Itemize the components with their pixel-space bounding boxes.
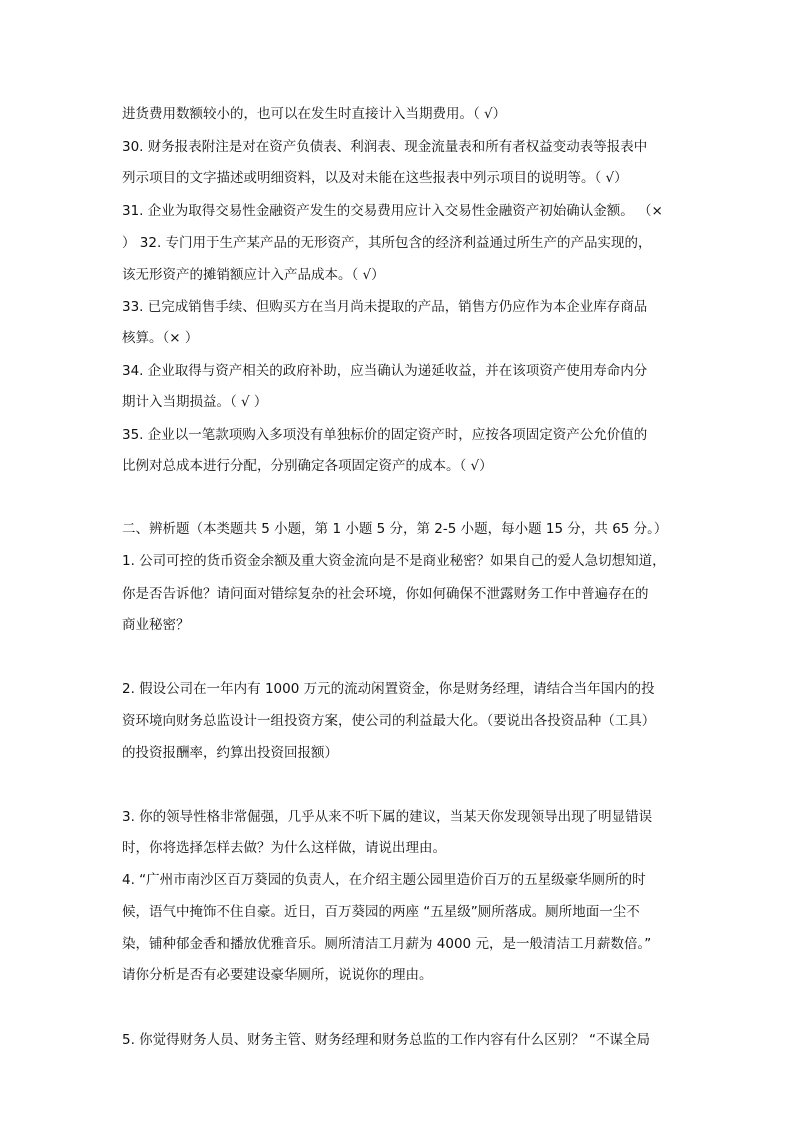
text-line: 4. “广州市南沙区百万葵园的负责人，在介绍主题公园里造价百万的五星级豪华厕所的时: [122, 872, 646, 888]
text-line: 候，语气中掩饰不住自豪。近日，百万葵园的两座 “五星级”厕所落成。厕所地面一尘不: [122, 904, 640, 920]
text-line: 的投资报酬率，约算出投资回报额）: [122, 745, 338, 761]
text-line: 3. 你的领导性格非常倔强，几乎从来不听下属的建议，当某天你发现领导出现了明显错误: [122, 809, 653, 825]
text-line: 1. 公司可控的货币资金余额及重大资金流向是不是商业秘密？如果自己的爱人急切想知道，: [122, 553, 666, 569]
text-line: 染，铺种郁金香和播放优雅音乐。厕所清洁工月薪为 4000 元，是一般清洁工月薪数倍。”: [122, 936, 652, 952]
text-line: 2. 假设公司在一年内有 1000 万元的流动闲置资金，你是财务经理，请结合当年国内的投: [122, 681, 655, 697]
text-line: 31. 企业为取得交易性金融资产发生的交易费用应计入交易性金融资产初始确认金额。 （×: [122, 203, 663, 219]
text-line: 列示项目的文字描述或明细资料，以及对未能在这些报表中列示项目的说明等。（ √）: [122, 170, 628, 186]
text-line: 进货费用数额较小的，也可以在发生时直接计入当期费用。（ √）: [122, 106, 507, 122]
text-line: 30. 财务报表附注是对在资产负债表、利润表、现金流量表和所有者权益变动表等报表中: [122, 139, 648, 155]
text-line: 时，你将选择怎样去做？为什么这样做，请说出理由。: [122, 840, 446, 856]
text-line: 请你分析是否有必要建设豪华厕所，说说你的理由。: [122, 967, 433, 983]
text-line: 比例对总成本进行分配，分别确定各项固定资产的成本。（ √）: [122, 458, 493, 474]
text-line: 核算。（× ）: [122, 330, 199, 346]
text-line: 33. 已完成销售手续、但购买方在当月尚未提取的产品，销售方仍应作为本企业库存商品: [122, 299, 648, 315]
text-line: 期计入当期损益。（ √ ）: [122, 394, 268, 410]
text-line: 5. 你觉得财务人员、财务主管、财务经理和财务总监的工作内容有什么区别？ “不谋全局: [122, 1032, 650, 1048]
text-line: 该无形资产的摊销额应计入产品成本。（ √）: [122, 267, 385, 283]
text-line: 你是否告诉他？请问面对错综复杂的社会环境，你如何确保不泄露财务工作中普遍存在的: [122, 586, 649, 602]
text-line: 34. 企业取得与资产相关的政府补助，应当确认为递延收益，并在该项资产使用寿命内分: [122, 363, 648, 379]
text-line: 35. 企业以一笔款项购入多项没有单独标价的固定资产时，应按各项固定资产公允价值的: [122, 427, 648, 443]
text-line: 资环境向财务总监设计一组投资方案，使公司的利益最大化。（要说出各投资品种（工具）: [122, 713, 656, 729]
text-line: ） 32. 专门用于生产某产品的无形资产，其所包含的经济利益通过所生产的产品实现的，: [122, 235, 652, 251]
text-line: 商业秘密？: [122, 617, 190, 633]
section-heading: 二、辨析题（本类题共 5 小题，第 1 小题 5 分，第 2-5 小题，每小题 15 分，共 65 分。）: [122, 521, 668, 537]
